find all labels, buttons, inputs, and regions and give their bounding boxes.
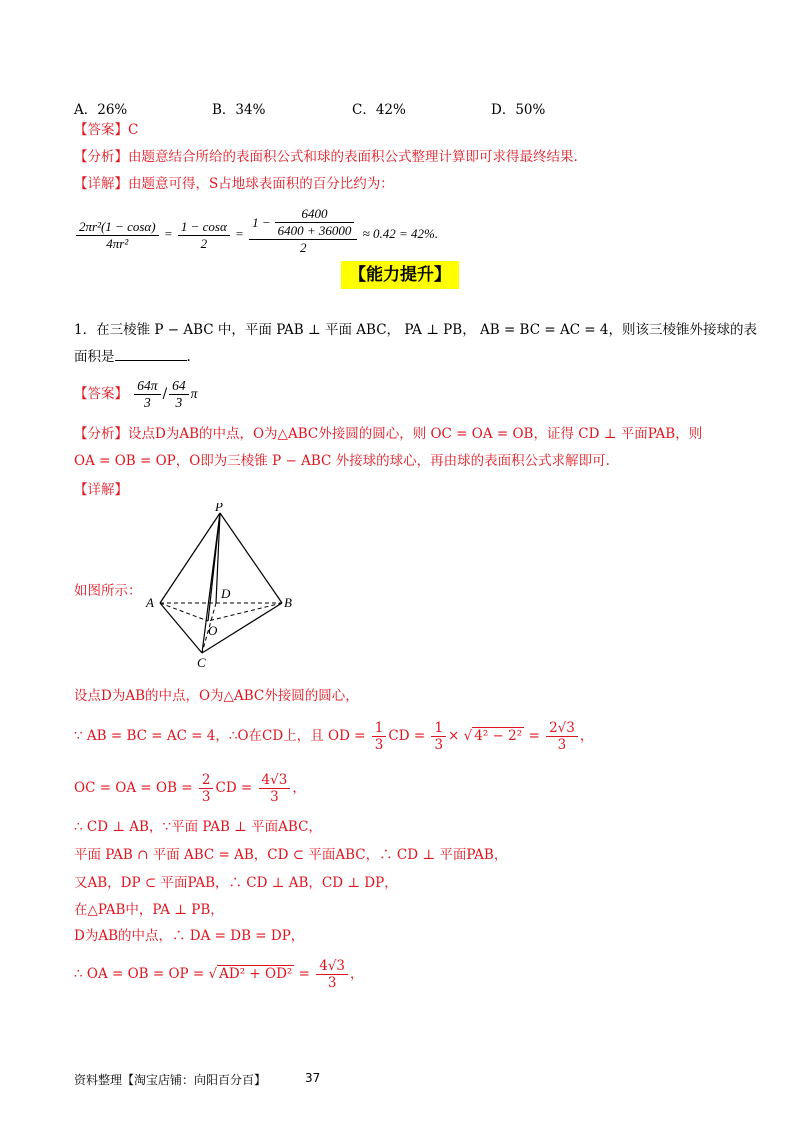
section-title: 【能力提升】: [341, 261, 459, 289]
step-4: ∴ CD ⊥ AB，∵平面 PAB ⊥ 平面ABC，: [74, 819, 322, 835]
q1-analysis-line1: 【分析】设点D为AB的中点，O为△ABC外接圆的圆心，则 OC = OA = OB，证得 CD ⊥ 平面PAB，则: [74, 426, 703, 442]
q1-stem-line1: 1．在三棱锥 P − ABC 中，平面 PAB ⊥ 平面 ABC， PA ⊥ PB， AB = BC = AC = 4，则该三棱锥外接球的表: [74, 322, 758, 338]
detail-tag: 【详解】: [74, 176, 128, 192]
label-p: P: [215, 503, 223, 514]
answer-blank[interactable]: [115, 346, 187, 361]
footer-source: 资料整理【淘宝店铺：向阳百分百】: [74, 1073, 267, 1087]
step-5: 平面 PAB ∩ 平面 ABC = AB，CD ⊂ 平面ABC，∴ CD ⊥ 平面PAB，: [74, 847, 508, 863]
label-d: D: [221, 586, 231, 601]
answer-tag: 【答案】: [74, 122, 128, 138]
label-o: O: [208, 623, 218, 638]
option-d: D．50%: [491, 102, 546, 118]
tetrahedron-figure: [140, 503, 300, 673]
q0-formula: $\frac{\text{2πr²(1 − cosα)}}{\text{4πr²}}$ = $\frac{1 - \cos\alpha}{2}$ = 1 − $\frac{6400}{6400 + 36000}$ 2 ≈ 0.42 = 42%.: [74, 210, 438, 260]
answer-tag: 【答案】: [74, 386, 128, 402]
q1-stem-line2: 面积是 .: [74, 346, 191, 367]
q1-analysis-line2: OA = OB = OP，O即为三棱锥 P − ABC 外接球的球心，再由球的表面积公式求解即可.: [74, 453, 610, 469]
label-a: A: [146, 595, 154, 610]
fraction: $\frac{\text{2πr²(1 − cosα)}}{\text{4πr²}}$: [76, 219, 159, 252]
figure-caption: 如图所示：: [74, 583, 142, 599]
q1-answer: 【答案】 $\frac{64\pi}{3}$ / $\frac{64}{3}$ π: [74, 378, 198, 410]
step-3: OC = OA = OB = $\frac{2}{3}$ CD = $\frac{4√3}{3}$ ，: [74, 772, 306, 805]
page-number: 37: [305, 1071, 321, 1085]
q0-answer: 【答案】C: [74, 122, 139, 138]
q1-detail-tag: 【详解】: [74, 482, 128, 498]
step-9: ∴ OA = OB = OP = √ AD² + OD² = $\frac{4√3}{3}$ ，: [74, 958, 364, 991]
label-c: C: [197, 655, 206, 670]
step-8: D为AB的中点，∴ DA = DB = DP，: [74, 928, 305, 944]
option-c: C．42%: [352, 102, 406, 118]
analysis-tag: 【分析】: [74, 149, 128, 165]
nested-fraction: 1 − $\frac{6400}{6400 + 36000}$ 2: [249, 206, 357, 256]
step-6: 又AB，DP ⊂ 平面PAB，∴ CD ⊥ AB，CD ⊥ DP，: [74, 875, 398, 891]
label-b: B: [284, 595, 292, 610]
q0-analysis: 【分析】由题意结合所给的表面积公式和球的表面积公式整理计算即可求得最终结果.: [74, 149, 578, 165]
option-b: B．34%: [212, 102, 266, 118]
q0-detail: 【详解】由题意可得，S占地球表面积的百分比约为：: [74, 176, 394, 192]
step-7: 在△PAB中，PA ⊥ PB，: [74, 902, 224, 918]
analysis-tag: 【分析】: [74, 426, 128, 442]
step-2: ∵ AB = BC = AC = 4，∴O在CD上，且 OD = $\frac{1}{3}$ CD = $\frac{1}{3}$ × √ 4² − 2² = $\frac{2√3}{3}$ ，: [74, 720, 594, 753]
option-a: A．26%: [74, 102, 128, 118]
step-1: 设点D为AB的中点，O为△ABC外接圆的圆心，: [74, 688, 359, 704]
fraction: $\frac{1 - \cos\alpha}{2}$: [178, 219, 230, 252]
